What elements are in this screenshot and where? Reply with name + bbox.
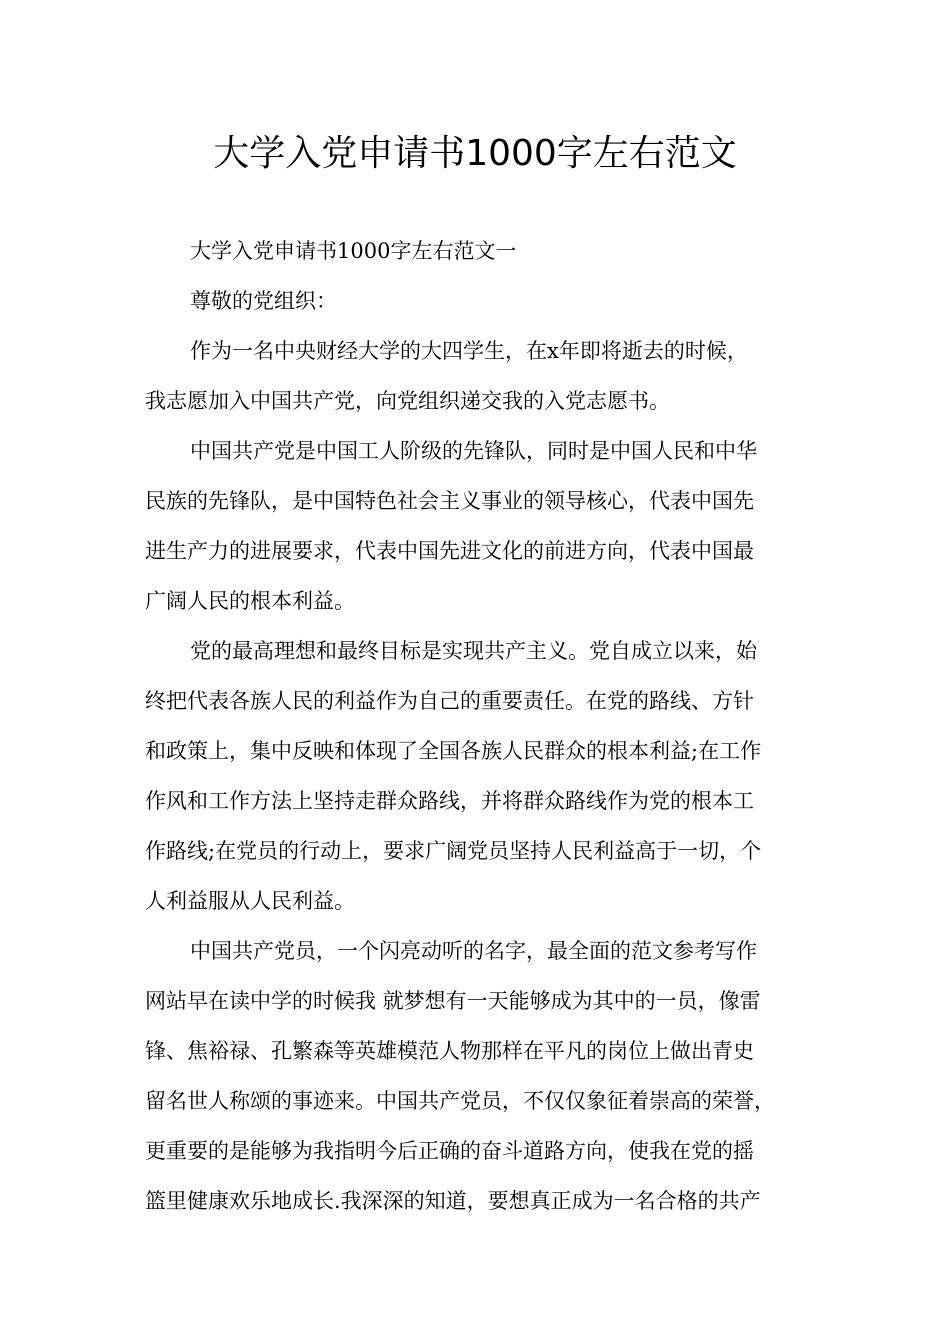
- paragraph-line: 留名世人称颂的事迹来。中国共产党员，不仅仅象征着崇高的荣誉，: [145, 1089, 775, 1113]
- document-title: 大学入党申请书1000字左右范文: [213, 133, 737, 174]
- paragraph-line: 篮里健康欢乐地成长.我深深的知道，要想真正成为一名合格的共产: [145, 1189, 761, 1213]
- paragraph-line: 民族的先锋队，是中国特色社会主义事业的领导核心，代表中国先: [145, 489, 754, 513]
- paragraph-line: 人利益服从人民利益。: [145, 889, 355, 913]
- paragraph-line: 锋、焦裕禄、孔繁森等英雄模范人物那样在平凡的岗位上做出青史: [145, 1039, 754, 1063]
- paragraph-line: 中国共产党是中国工人阶级的先锋队，同时是中国人民和中华: [190, 439, 757, 463]
- paragraph-line: 和政策上，集中反映和体现了全国各族人民群众的根本利益;在工作: [145, 739, 762, 763]
- document-body: [145, 226, 827, 1226]
- paragraph-line: 广阔人民的根本利益。: [145, 589, 355, 613]
- paragraph-line: 中国共产党员，一个闪亮动听的名字，最全面的范文参考写作: [190, 939, 757, 963]
- paragraph-line: 我志愿加入中国共产党，向党组织递交我的入党志愿书。: [145, 389, 670, 413]
- paragraph-line: 党的最高理想和最终目标是实现共产主义。党自成立以来，始: [190, 639, 757, 663]
- paragraph-line: 网站早在读中学的时候我 就梦想有一天能够成为其中的一员，像雷: [145, 989, 761, 1013]
- paragraph-line: 终把代表各族人民的利益作为自己的重要责任。在党的路线、方针: [145, 689, 754, 713]
- section-heading: 大学入党申请书1000字左右范文一: [190, 239, 517, 263]
- paragraph-line: 作为一名中央财经大学的大四学生，在x年即将逝去的时候，: [190, 339, 748, 363]
- paragraph-line: 进生产力的进展要求，代表中国先进文化的前进方向，代表中国最: [145, 539, 754, 563]
- salutation: 尊敬的党组织：: [190, 289, 337, 313]
- paragraph-line: 作风和工作方法上坚持走群众路线，并将群众路线作为党的根本工: [145, 789, 754, 813]
- paragraph-line: 更重要的是能够为我指明今后正确的奋斗道路方向，使我在党的摇: [145, 1139, 754, 1163]
- paragraph-line: 作路线;在党员的行动上，要求广阔党员坚持人民利益高于一切，个: [145, 839, 762, 863]
